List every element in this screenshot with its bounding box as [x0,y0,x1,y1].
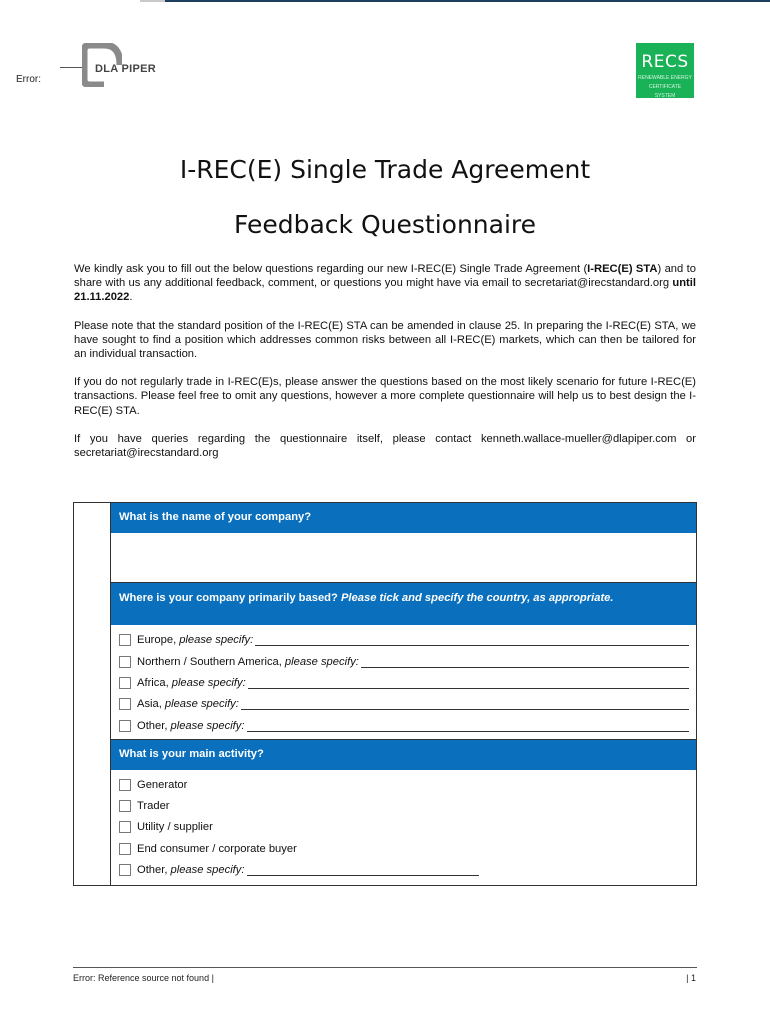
header-error-label: Error: [16,74,41,85]
option-trader [119,798,689,814]
question-1-header [111,503,696,533]
other-activity-specify-field[interactable] [247,864,479,876]
option-end-consumer-label: End consumer / corporate buyer [137,843,297,855]
question-2-hint: Please tick and specify the country, as appropriate. [340,592,614,604]
option-other-activity-specify: please specify: [170,864,245,876]
questionnaire-table [73,502,697,886]
option-asia-label: Asia, [137,698,162,710]
option-utility [119,819,689,835]
question-3-header [111,740,696,770]
document-title: I-REC(E) Single Trade Agreement [179,155,591,184]
question-1-label: What is the name of your company? [119,511,312,523]
checkbox-utility[interactable] [119,821,131,833]
asia-specify-field[interactable] [241,698,689,710]
footer-reference: Error: Reference source not found | [73,973,214,983]
option-trader-label: Trader [137,800,170,812]
option-europe [119,632,689,648]
intro-paragraph-2: Please note that the standard position of the I-REC(E) STA can be amended in clause 25. In preparing the I-REC(E) STA, we have sought to find a position which addresses common risks between all I-REC(E) markets, which can then be tailored for an individual transaction. [74,319,696,361]
option-europe-label: Europe, [137,634,177,646]
recs-logo-subtext-3: SYSTEM [654,93,676,99]
option-generator [119,777,689,793]
checkbox-generator[interactable] [119,779,131,791]
dla-logo-rule [60,67,83,68]
top-rule-accent [140,0,165,2]
page-number: | 1 [686,973,696,983]
dla-piper-logo-text: DLA PIPER [95,63,156,75]
option-america-specify: please specify: [284,656,359,668]
top-rule [140,0,770,2]
checkbox-trader[interactable] [119,800,131,812]
option-other-region-label: Other, [137,720,168,732]
company-name-input[interactable] [111,533,696,583]
option-america [119,654,689,670]
document-subtitle: Feedback Questionnaire [233,210,537,239]
america-specify-field[interactable] [361,656,689,668]
recs-logo-subtext-2: CERTIFICATE [648,84,682,90]
intro-p1-deadline: until 21.11.2022 [74,277,696,304]
recs-logo [636,43,694,98]
intro-p1-a: We kindly ask you to fill out the below questions regarding our new I-REC(E) Single Trade Agreement ( [74,263,588,275]
checkbox-africa[interactable] [119,677,131,689]
africa-specify-field[interactable] [248,677,689,689]
other-region-specify-field[interactable] [247,720,690,732]
intro-paragraph-4: If you have queries regarding the questionnaire itself, please contact kenneth.wallace-mueller@dlapiper.com or secretariat@irecstandard.org [74,432,696,460]
option-europe-specify: please specify: [179,634,254,646]
option-africa-label: Africa, [137,677,169,689]
checkbox-america[interactable] [119,656,131,668]
question-2-label: Where is your company primarily based? [119,592,338,604]
option-utility-label: Utility / supplier [137,821,213,833]
intro-p1-sta: I-REC(E) STA [587,263,658,275]
intro-paragraph-3: If you do not regularly trade in I-REC(E)s, please answer the questions based on the most likely scenario for future I-REC(E) transactions. Please feel free to omit any questions, however a more complete questionnaire will help us to best design the I-REC(E) STA. [74,376,696,417]
option-america-label: Northern / Southern America, [137,656,282,668]
intro-p1-e: . [129,291,133,304]
checkbox-asia[interactable] [119,698,131,710]
intro-paragraph-1 [74,262,696,305]
option-other-activity-label: Other, [137,864,168,876]
option-other-region-specify: please specify: [170,720,245,732]
option-other-region [119,718,689,734]
recs-logo-subtext-1: RENEWABLE ENERGY [638,75,692,81]
question-number-column [74,503,111,885]
option-other-activity [119,862,689,878]
footer-rule [73,967,697,968]
option-asia [119,696,689,712]
option-africa [119,675,689,691]
option-generator-label: Generator [137,779,188,791]
intro-text [74,262,696,474]
checkbox-other-region[interactable] [119,720,131,732]
question-2-header [111,583,696,625]
option-africa-specify: please specify: [171,677,246,689]
option-end-consumer [119,841,689,857]
europe-specify-field[interactable] [255,634,689,646]
checkbox-europe[interactable] [119,634,131,646]
question-3-label: What is your main activity? [119,748,264,760]
checkbox-other-activity[interactable] [119,864,131,876]
intro-p1-c: ) and to share with us any additional feedback, comment, or questions you might have via email to secretariat@irecstandard.org [74,263,696,290]
checkbox-end-consumer[interactable] [119,843,131,855]
option-asia-specify: please specify: [164,698,239,710]
recs-logo-text: RECS [641,52,689,72]
